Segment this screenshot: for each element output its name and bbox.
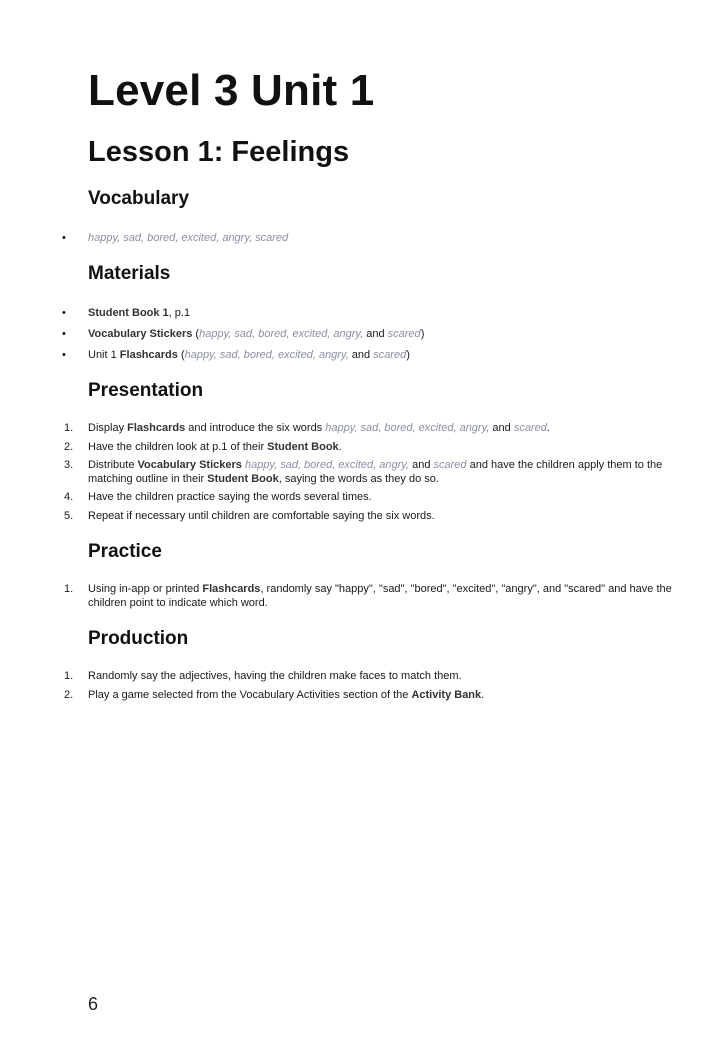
- production-item: [88, 669, 688, 683]
- vocabulary-heading: Vocabulary: [88, 188, 190, 209]
- vocab-word: scared: [373, 349, 407, 361]
- vocab-words: happy, sad, bored, excited, angry,: [244, 459, 410, 471]
- list-number: 2.: [64, 689, 74, 701]
- text: .: [338, 441, 342, 453]
- vocabulary-words: [88, 231, 688, 245]
- text: , p.1: [168, 307, 191, 319]
- text: Distribute: [88, 459, 138, 471]
- text: (: [192, 328, 200, 340]
- text: Unit 1: [88, 349, 120, 361]
- text: and introduce the six words: [185, 422, 326, 434]
- materials-heading: Materials: [88, 263, 171, 284]
- text: (: [177, 349, 185, 361]
- list-number: 4.: [64, 491, 74, 503]
- page-title: Level 3 Unit 1: [88, 66, 375, 115]
- practice-item: [88, 582, 678, 610]
- bold-term: Flashcards: [202, 583, 261, 595]
- production-heading: Production: [88, 628, 189, 649]
- bold-term: Student Book 1: [88, 307, 169, 319]
- presentation-heading: Presentation: [88, 380, 204, 401]
- vocab-word: scared: [513, 422, 547, 434]
- text: Randomly say the adjectives, having the children make faces to match them.: [88, 670, 462, 682]
- vocab-words: happy, sad, bored, excited, angry,: [325, 422, 490, 434]
- text: and have the children apply them to the matching outline in their: [88, 459, 663, 485]
- vocab-word: scared: [387, 328, 421, 340]
- text: .: [481, 689, 485, 701]
- list-number: 1.: [64, 670, 74, 682]
- bullet-icon: •: [62, 328, 66, 340]
- text: Using in-app or printed: [88, 583, 203, 595]
- bullet-icon: •: [62, 349, 66, 361]
- lesson-title: Lesson 1: Feelings: [88, 136, 350, 168]
- vocab-words: happy, sad, bored, excited, angry,: [184, 349, 349, 361]
- production-item: [88, 688, 688, 702]
- list-number: 2.: [64, 441, 74, 453]
- vocabulary-word-list: happy, sad, bored, excited, angry, scared: [88, 232, 289, 244]
- bold-term: Flashcards: [127, 422, 186, 434]
- text: ): [406, 349, 410, 361]
- text: .: [546, 422, 550, 434]
- vocab-words: happy, sad, bored, excited, angry,: [199, 328, 364, 340]
- bullet-icon: •: [62, 307, 66, 319]
- text: and: [363, 328, 388, 340]
- text: Repeat if necessary until children are comfortable saying the six words.: [88, 510, 435, 522]
- list-number: 5.: [64, 510, 74, 522]
- text: , randomly say "happy", "sad", "bored", "excited", "angry", and "scared" and have the children point to indicate which word.: [88, 583, 672, 609]
- presentation-item: [88, 490, 688, 504]
- text: Play a game selected from the Vocabulary Activities section of the: [88, 689, 412, 701]
- presentation-item: [88, 421, 688, 435]
- text: and: [348, 349, 374, 361]
- vocab-word: scared: [433, 459, 467, 471]
- text: ): [420, 328, 425, 340]
- bold-term: Student Book: [267, 441, 339, 453]
- list-number: 1.: [64, 583, 74, 595]
- text: Have the children look at p.1 of their: [88, 441, 268, 453]
- bold-term: Activity Bank: [411, 689, 482, 701]
- bullet-icon: •: [62, 232, 66, 244]
- bold-term: Vocabulary Stickers: [137, 459, 242, 471]
- materials-item: [88, 348, 688, 362]
- presentation-item: [88, 458, 688, 486]
- practice-heading: Practice: [88, 541, 162, 562]
- bold-term: Vocabulary Stickers: [88, 328, 193, 340]
- bold-term: Flashcards: [119, 349, 178, 361]
- text: Have the children practice saying the words several times.: [88, 491, 372, 503]
- text: and: [489, 422, 514, 434]
- materials-item: [88, 327, 688, 341]
- text: Display: [88, 422, 128, 434]
- list-number: 3.: [64, 459, 74, 471]
- presentation-item: [88, 509, 688, 523]
- bold-term: Student Book: [207, 473, 279, 485]
- list-number: 1.: [64, 422, 74, 434]
- text: and: [409, 459, 434, 471]
- page-number: 6: [88, 994, 99, 1014]
- text: , saying the words as they do so.: [278, 473, 439, 485]
- presentation-item: [88, 440, 688, 454]
- materials-item: [88, 306, 688, 320]
